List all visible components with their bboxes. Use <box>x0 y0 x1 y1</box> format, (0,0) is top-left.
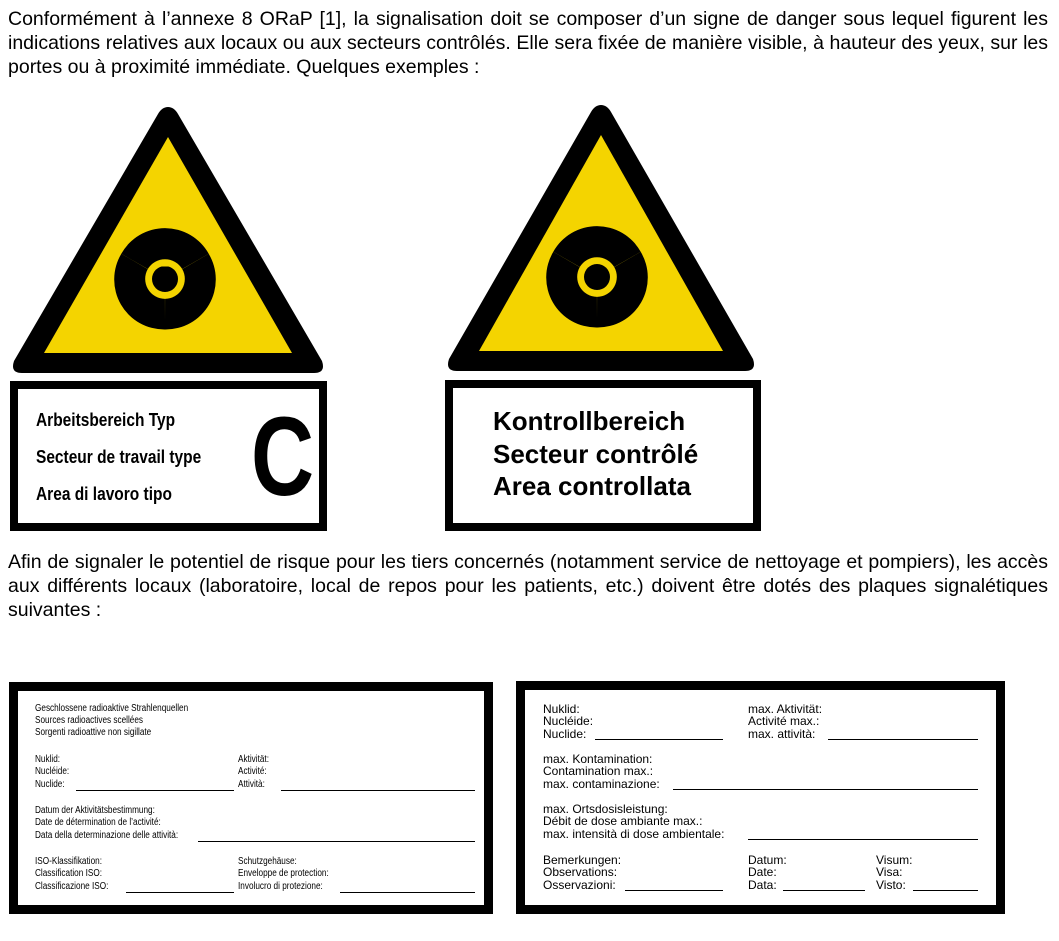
plate2-remarks-field[interactable] <box>625 890 723 891</box>
plate1-activity-it: Attività: <box>238 779 265 790</box>
plate2-contamination-field[interactable] <box>673 789 978 790</box>
plate2-date-field[interactable] <box>783 890 865 891</box>
plate1-activity-de: Aktivität: <box>238 754 269 765</box>
plate2-visa-de: Visum: <box>876 853 913 867</box>
plate2-dose-rate-fr: Débit de dose ambiante max.: <box>543 814 703 828</box>
plate2-date-fr: Date: <box>748 865 777 879</box>
plate1-nuclide-de: Nuklid: <box>35 754 61 765</box>
plate1-housing-de: Schutzgehäuse: <box>238 856 297 867</box>
work-area-label-it: Area di lavoro tipo <box>36 484 172 504</box>
plate1-activity-field[interactable] <box>281 790 475 791</box>
plate1-housing-field[interactable] <box>340 892 475 893</box>
radiation-trefoil-icon <box>443 101 763 381</box>
plate2-contamination-de: max. Kontamination: <box>543 752 653 766</box>
plate1-date-de: Datum der Aktivitätsbestimmung: <box>35 805 155 816</box>
plate2-remarks-fr: Observations: <box>543 865 618 879</box>
plate2-date-de: Datum: <box>748 853 787 867</box>
plate1-header-de: Geschlossene radioaktive Strahlenquellen <box>35 703 189 714</box>
work-area-label-fr: Secteur de travail type <box>36 447 202 467</box>
activity-contamination-plate <box>516 681 1005 914</box>
plate2-max-activity-field[interactable] <box>828 739 978 740</box>
plate1-iso-de: ISO-Klassifikation: <box>35 856 102 867</box>
plate1-header-fr: Sources radioactives scellées <box>35 715 144 726</box>
plate2-contamination-it: max. contaminazione: <box>543 777 660 791</box>
radiation-warning-sign-b <box>443 101 763 381</box>
plate2-dose-rate-de: max. Ortsdosisleistung: <box>543 802 668 816</box>
controlled-area-label-it: Area controllata <box>493 471 691 501</box>
plate1-nuclide-field[interactable] <box>76 790 234 791</box>
work-area-label-de: Arbeitsbereich Typ <box>36 410 176 430</box>
plate2-nuclide-it: Nuclide: <box>543 727 587 741</box>
plate2-date-it: Data: <box>748 878 777 892</box>
radiation-warning-sign-a <box>8 103 328 383</box>
plate2-remarks-de: Bemerkungen: <box>543 853 622 867</box>
plate1-date-field[interactable] <box>198 841 475 842</box>
plate1-date-fr: Date de détermination de l’activité: <box>35 817 161 828</box>
plate2-visa-fr: Visa: <box>876 865 903 879</box>
plate2-nuclide-fr: Nucléide: <box>543 714 594 728</box>
plate2-max-activity-de: max. Aktivität: <box>748 702 823 716</box>
plate1-iso-field[interactable] <box>126 892 234 893</box>
controlled-area-label-fr: Secteur contrôlé <box>493 439 699 469</box>
plate2-max-activity-it: max. attività: <box>748 727 816 741</box>
plate1-housing-it: Involucro di protezione: <box>238 881 323 892</box>
plate1-date-it: Data della determinazione delle attività: <box>35 830 179 841</box>
plate1-iso-it: Classificazione ISO: <box>35 881 109 892</box>
sealed-sources-plate <box>9 682 493 914</box>
intro-paragraph: Conformément à l’annexe 8 ORaP [1], la signalisation doit se composer d’un signe de danger sous lequel figurent les indications relatives aux locaux ou aux secteurs contrôlés. Elle sera fixée de manière visible, à hauteur des yeux, sur les portes ou à proximité immédiate. Quelques exemples : <box>8 8 1048 78</box>
plate1-header-it: Sorgenti radioattive non sigillate <box>35 727 152 738</box>
plate2-dose-rate-field[interactable] <box>748 839 978 840</box>
second-paragraph: Afin de signaler le potentiel de risque pour les tiers concernés (notamment service de nettoyage et pompiers), les accès aux différents locaux (laboratoire, local de repos pour les patients, etc.) doivent être dotés des plaques signalétiques suivantes : <box>8 551 1048 621</box>
controlled-area-sign <box>445 380 761 531</box>
work-area-type-sign <box>10 381 327 531</box>
controlled-area-label-de: Kontrollbereich <box>493 406 686 436</box>
plate2-contamination-fr: Contamination max.: <box>543 764 654 778</box>
plate2-nuclide-field[interactable] <box>595 739 723 740</box>
plate2-visa-it: Visto: <box>876 878 906 892</box>
plate1-nuclide-it: Nuclide: <box>35 779 65 790</box>
plate2-dose-rate-it: max. intensità di dose ambientale: <box>543 827 725 841</box>
plate2-visa-field[interactable] <box>913 890 978 891</box>
plate1-activity-fr: Activité: <box>238 766 267 777</box>
plate2-nuclide-de: Nuklid: <box>543 702 580 716</box>
radiation-trefoil-icon <box>8 103 328 383</box>
plate2-max-activity-fr: Activité max.: <box>748 714 820 728</box>
plate1-nuclide-fr: Nucléide: <box>35 766 70 777</box>
work-area-type-letter: C <box>251 394 315 519</box>
plate1-iso-fr: Classification ISO: <box>35 868 102 879</box>
plate1-housing-fr: Enveloppe de protection: <box>238 868 329 879</box>
plate2-remarks-it: Osservazioni: <box>543 878 616 892</box>
